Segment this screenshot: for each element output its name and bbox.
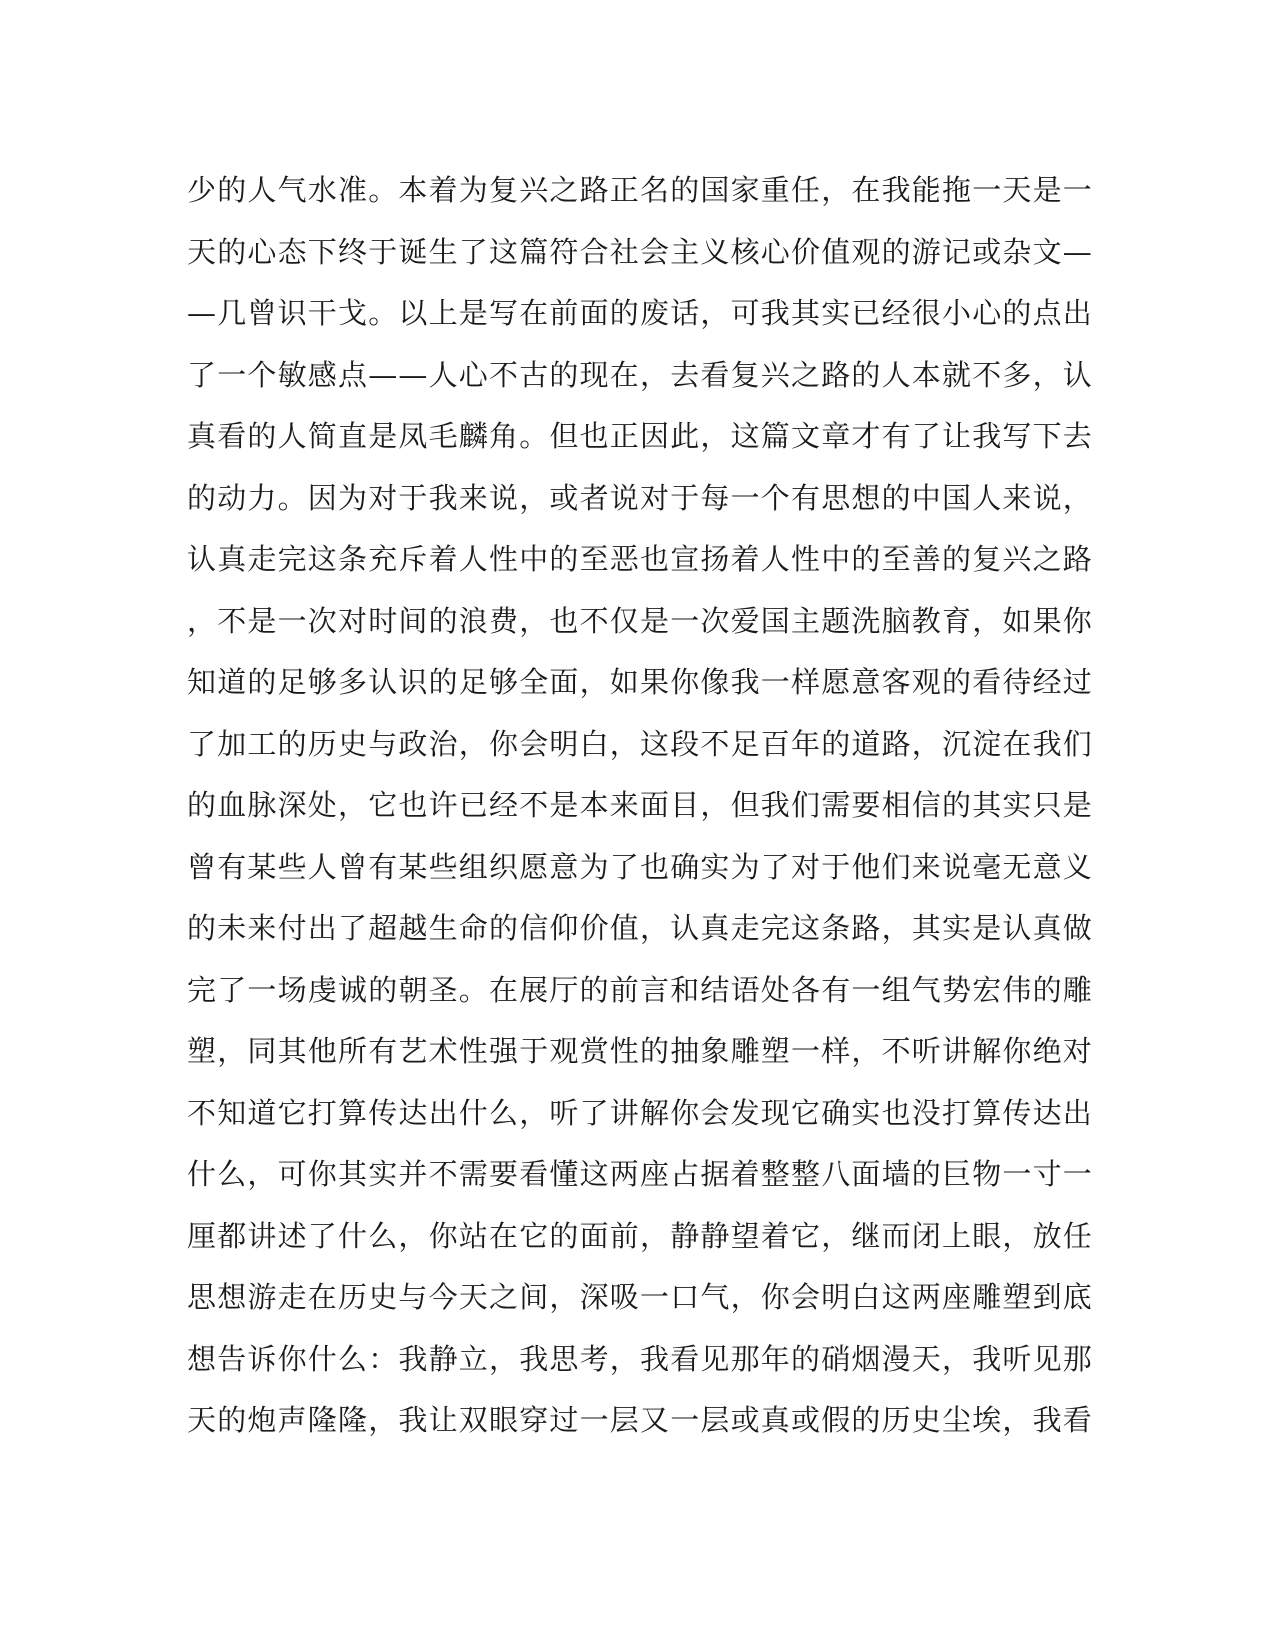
text-line-17: 什么，可你其实并不需要看懂这两座占据着整整八面墙的巨物一寸一 (187, 1157, 1094, 1191)
text-line-18: 厘都讲述了什么，你站在它的面前，静静望着它，继而闭上眼，放任 (187, 1218, 1094, 1253)
text-line-13: 的未来付出了超越生命的信仰价值，认真走完这条路，其实是认真做 (187, 911, 1094, 945)
text-line-10: 了加工的历史与政治，你会明白，这段不足百年的道路，沉淀在我们 (187, 726, 1094, 761)
text-line-3: —几曾识干戈。以上是写在前面的废话，可我其实已经很小心的点出 (187, 296, 1094, 330)
text-line-8: ，不是一次对时间的浪费，也不仅是一次爱国主题洗脑教育，如果你 (187, 603, 1094, 638)
text-line-15: 塑，同其他所有艺术性强于观赏性的抽象雕塑一样，不听讲解你绝对 (187, 1034, 1094, 1068)
text-line-6: 的动力。因为对于我来说，或者说对于每一个有思想的中国人来说， (187, 480, 1094, 515)
text-line-21: 天的炮声隆隆，我让双眼穿过一层又一层或真或假的历史尘埃，我看 (187, 1403, 1094, 1437)
text-line-4: 了一个敏感点——人心不古的现在，去看复兴之路的人本就不多，认 (187, 357, 1094, 392)
text-line-16: 不知道它打算传达出什么，听了讲解你会发现它确实也没打算传达出 (187, 1095, 1094, 1130)
text-line-19: 思想游走在历史与今天之间，深吸一口气，你会明白这两座雕塑到底 (187, 1280, 1094, 1314)
body-text (187, 160, 1094, 1452)
text-line-20: 想告诉你什么：我静立，我思考，我看见那年的硝烟漫天，我听见那 (187, 1341, 1094, 1376)
text-line-9: 知道的足够多认识的足够全面，如果你像我一样愿意客观的看待经过 (187, 665, 1094, 699)
text-line-2: 天的心态下终于诞生了这篇符合社会主义核心价值观的游记或杂文— (187, 234, 1094, 269)
text-line-11: 的血脉深处，它也许已经不是本来面目，但我们需要相信的其实只是 (187, 788, 1094, 822)
text-line-12: 曾有某些人曾有某些组织愿意为了也确实为了对于他们来说毫无意义 (187, 849, 1094, 884)
text-line-5: 真看的人简直是凤毛麟角。但也正因此，这篇文章才有了让我写下去 (187, 419, 1094, 453)
text-line-7: 认真走完这条充斥着人性中的至恶也宣扬着人性中的至善的复兴之路 (187, 542, 1094, 576)
text-line-14: 完了一场虔诚的朝圣。在展厅的前言和结语处各有一组气势宏伟的雕 (187, 972, 1094, 1007)
text-line-1: 少的人气水准。本着为复兴之路正名的国家重任，在我能拖一天是一 (187, 173, 1094, 207)
